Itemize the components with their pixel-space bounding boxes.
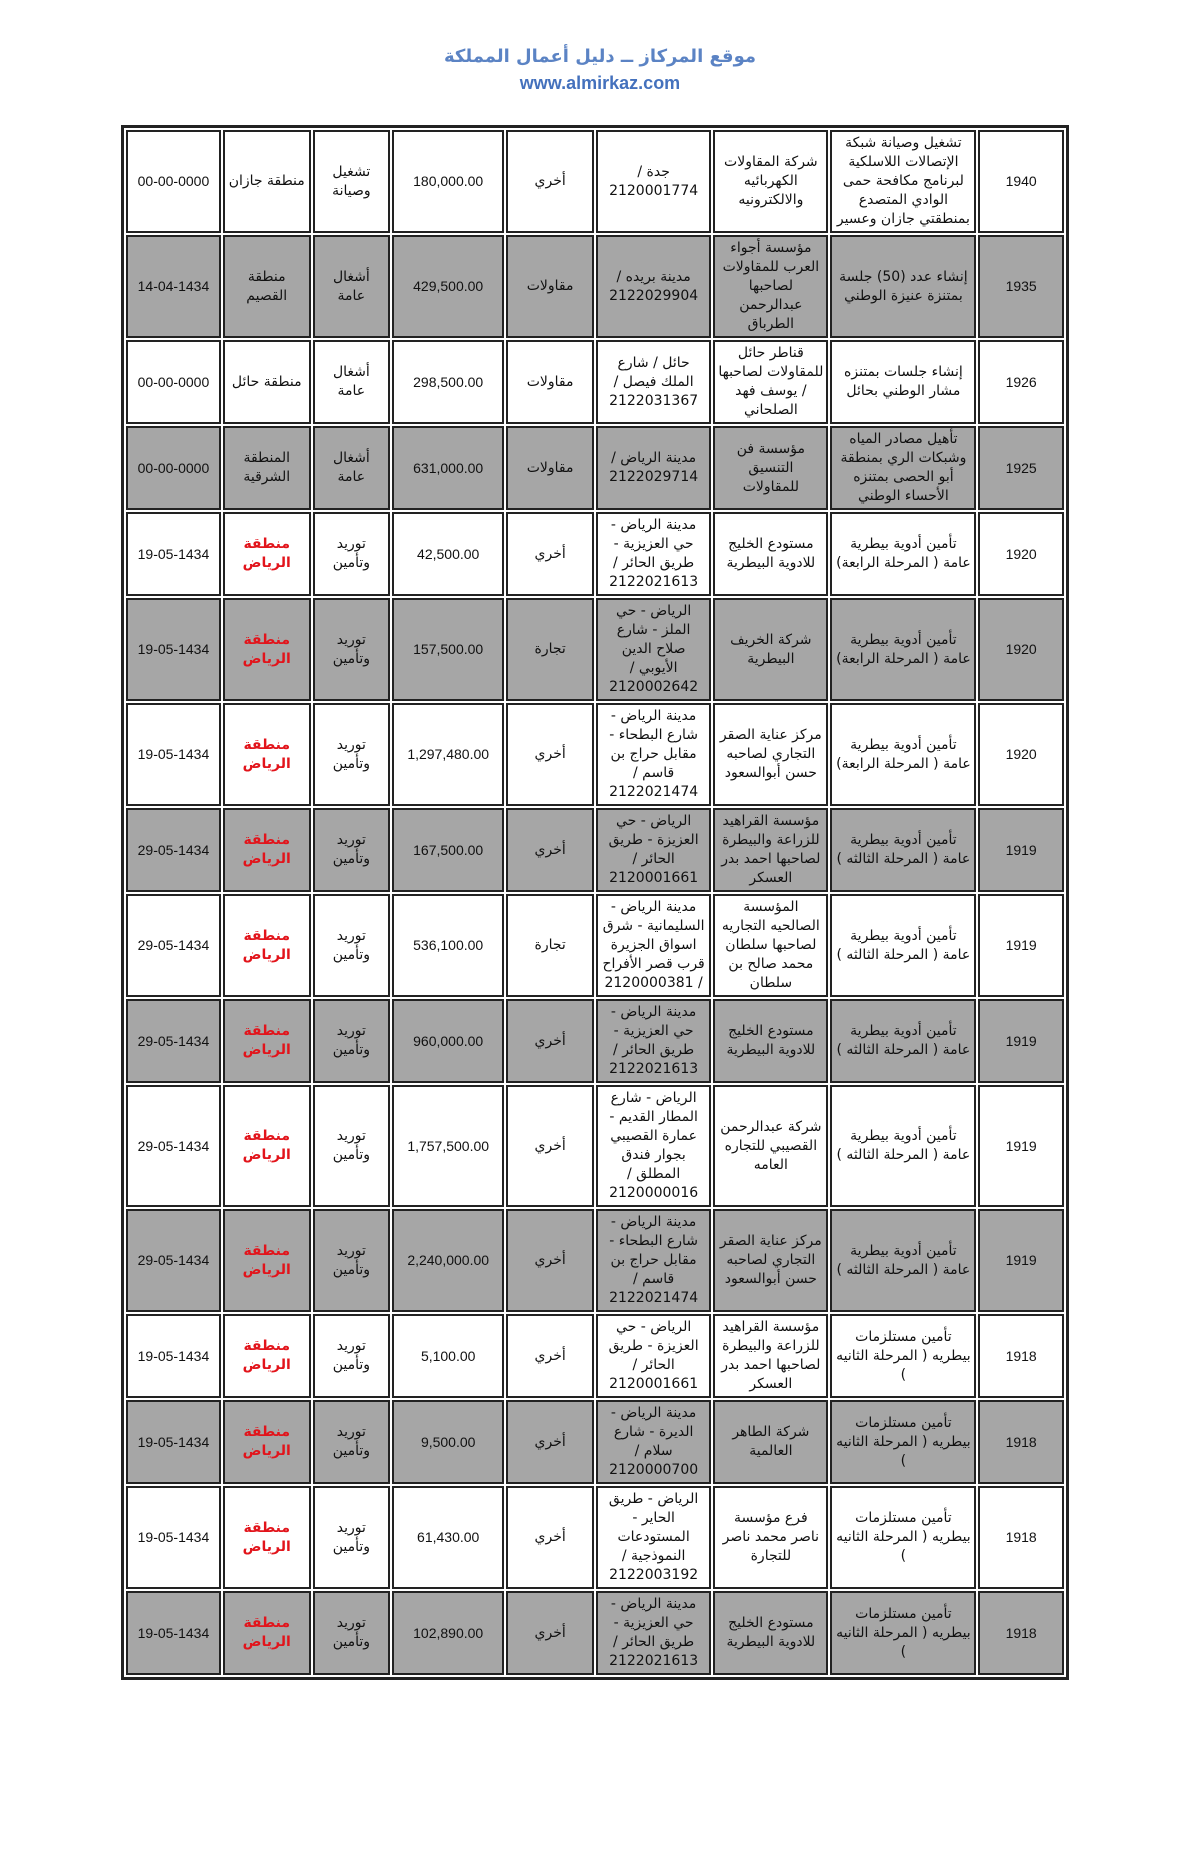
table-row: [126, 512, 1064, 596]
table-cell-description: تأمين مستلزمات بيطريه ( المرحلة الثانيه ): [830, 1400, 976, 1484]
table-cell-address: مدينة بريده / 2122029904: [596, 235, 711, 338]
table-cell-type: أخري: [506, 703, 594, 806]
table-cell-date: 19-05-1434: [126, 1591, 221, 1675]
table-cell-type: مقاولات: [506, 340, 594, 424]
table-cell-description: إنشاء عدد (50) جلسة بمتنزة عنيزة الوطني: [830, 235, 976, 338]
table-cell-company: شركة الطاهر العالمية: [713, 1400, 828, 1484]
table-cell-region: منطقة الرياض: [223, 598, 311, 701]
table-cell-region: منطقة حائل: [223, 340, 311, 424]
table-cell-amount: 960,000.00: [392, 999, 504, 1083]
table-cell-amount: 167,500.00: [392, 808, 504, 892]
table-cell-company: مركز عناية الصقر التجاري لصاحبه حسن أبوالسعود: [713, 1209, 828, 1312]
table-cell-amount: 2,240,000.00: [392, 1209, 504, 1312]
table-cell-date: 19-05-1434: [126, 512, 221, 596]
table-row: [126, 808, 1064, 892]
table-row: [126, 598, 1064, 701]
table-cell-type: أخري: [506, 1314, 594, 1398]
table-cell-activity: توريد وتأمين: [313, 894, 391, 997]
table-cell-date: 29-05-1434: [126, 1209, 221, 1312]
table-row: [126, 1209, 1064, 1312]
table-cell-number: 1918: [978, 1591, 1064, 1675]
table-cell-activity: أشغال عامة: [313, 426, 391, 510]
table-cell-region: منطقة الرياض: [223, 808, 311, 892]
table-cell-date: 19-05-1434: [126, 1314, 221, 1398]
table-cell-number: 1918: [978, 1314, 1064, 1398]
table-cell-amount: 429,500.00: [392, 235, 504, 338]
table-cell-company: المؤسسة الصالحيه التجاريه لصاحبها سلطان محمد صالح بن سلطان: [713, 894, 828, 997]
table-cell-activity: توريد وتأمين: [313, 1591, 391, 1675]
table-cell-activity: توريد وتأمين: [313, 1486, 391, 1589]
table-cell-amount: 1,297,480.00: [392, 703, 504, 806]
table-cell-region: منطقة الرياض: [223, 512, 311, 596]
table-cell-type: تجارة: [506, 894, 594, 997]
table-cell-address: جدة / 2120001774: [596, 130, 711, 233]
table-cell-amount: 42,500.00: [392, 512, 504, 596]
table-cell-company: مؤسسة القراهيد للزراعة والبيطرة لصاحبها احمد بدر العسكر: [713, 1314, 828, 1398]
table-cell-date: 19-05-1434: [126, 1400, 221, 1484]
table-cell-number: 1926: [978, 340, 1064, 424]
table-cell-address: مدينة الرياض - حي العزيزية - طريق الحائر / 2122021613: [596, 999, 711, 1083]
table-cell-type: تجارة: [506, 598, 594, 701]
table-cell-number: 1920: [978, 703, 1064, 806]
table-cell-number: 1919: [978, 1209, 1064, 1312]
site-title: موقع المركاز ــ دليل أعمال المملكة: [443, 46, 757, 67]
table-cell-amount: 9,500.00: [392, 1400, 504, 1484]
table-cell-type: أخري: [506, 130, 594, 233]
table-row: [126, 1591, 1064, 1675]
table-cell-address: الرياض - حي الملز - شارع صلاح الدين الأيوبي / 2120002642: [596, 598, 711, 701]
table-cell-type: مقاولات: [506, 426, 594, 510]
table-cell-description: تشغيل وصيانة شبكة الإتصالات اللاسلكية لبرنامج مكافحة حمى الوادي المتصدع بمنطقتي جازان وعسير: [830, 130, 976, 233]
table-cell-date: 00-00-0000: [126, 340, 221, 424]
table-cell-company: مركز عناية الصقر التجاري لصاحبه حسن أبوالسعود: [713, 703, 828, 806]
table-cell-amount: 536,100.00: [392, 894, 504, 997]
table-cell-company: شركة عبدالرحمن القصيبي للتجاره العامه: [713, 1085, 828, 1207]
table-cell-activity: أشغال عامة: [313, 340, 391, 424]
table-cell-description: تأمين أدوية بيطرية عامة ( المرحلة الثالثه ): [830, 894, 976, 997]
table-cell-amount: 157,500.00: [392, 598, 504, 701]
table-cell-number: 1918: [978, 1400, 1064, 1484]
table-row: [126, 1486, 1064, 1589]
table-cell-address: مدينة الرياض - حي العزيزية - طريق الحائر / 2122021613: [596, 1591, 711, 1675]
table-cell-date: 29-05-1434: [126, 808, 221, 892]
tenders-table: [124, 128, 1066, 1677]
table-cell-description: إنشاء جلسات بمتنزه مشار الوطني بحائل: [830, 340, 976, 424]
table-cell-description: تأمين أدوية بيطرية عامة ( المرحلة الرابعة): [830, 512, 976, 596]
page-header: [0, 44, 1200, 96]
table-cell-number: 1919: [978, 1085, 1064, 1207]
table-cell-date: 29-05-1434: [126, 999, 221, 1083]
table-cell-description: تأمين مستلزمات بيطريه ( المرحلة الثانيه ): [830, 1591, 976, 1675]
table-cell-number: 1919: [978, 808, 1064, 892]
table-cell-company: مؤسسة القراهيد للزراعة والبيطرة لصاحبها احمد بدر العسكر: [713, 808, 828, 892]
table-cell-activity: أشغال عامة: [313, 235, 391, 338]
table-cell-number: 1919: [978, 999, 1064, 1083]
table-cell-date: 19-05-1434: [126, 703, 221, 806]
table-cell-region: منطقة الرياض: [223, 1314, 311, 1398]
table-cell-date: 29-05-1434: [126, 1085, 221, 1207]
table-cell-description: تأهيل مصادر المياه وشبكات الري بمنطقة أبو الحصى بمتنزه الأحساء الوطني: [830, 426, 976, 510]
table-cell-description: تأمين أدوية بيطرية عامة ( المرحلة الثالثه ): [830, 808, 976, 892]
table-cell-activity: توريد وتأمين: [313, 703, 391, 806]
table-row: [126, 1400, 1064, 1484]
table-cell-type: أخري: [506, 1591, 594, 1675]
table-row: [126, 235, 1064, 338]
table-cell-activity: توريد وتأمين: [313, 999, 391, 1083]
table-cell-address: مدينة الرياض - الديرة - شارع سلام / 2120000700: [596, 1400, 711, 1484]
table-cell-type: أخري: [506, 999, 594, 1083]
table-cell-activity: توريد وتأمين: [313, 1085, 391, 1207]
table-cell-number: 1920: [978, 512, 1064, 596]
table-cell-description: تأمين مستلزمات بيطريه ( المرحلة الثانيه ): [830, 1314, 976, 1398]
table-row: [126, 1085, 1064, 1207]
table-cell-amount: 298,500.00: [392, 340, 504, 424]
table-cell-number: 1920: [978, 598, 1064, 701]
table-cell-number: 1935: [978, 235, 1064, 338]
table-cell-company: شركة الخريف البيطرية: [713, 598, 828, 701]
table-cell-address: مدينة الرياض - شارع البطحاء - مقابل حراج بن قاسم / 2122021474: [596, 1209, 711, 1312]
table-cell-description: تأمين أدوية بيطرية عامة ( المرحلة الثالثه ): [830, 1085, 976, 1207]
table-cell-amount: 1,757,500.00: [392, 1085, 504, 1207]
table-cell-number: 1940: [978, 130, 1064, 233]
table-cell-region: منطقة الرياض: [223, 1486, 311, 1589]
table-cell-type: أخري: [506, 1400, 594, 1484]
table-cell-address: مدينة الرياض - السليمانية - شرق اسواق الجزيرة قرب قصر الأفراح / 2120000381: [596, 894, 711, 997]
table-cell-region: منطقة الرياض: [223, 1400, 311, 1484]
tenders-table-wrapper: [121, 125, 1069, 1680]
table-cell-company: شركة المقاولات الكهربائيه والالكترونيه: [713, 130, 828, 233]
table-row: [126, 894, 1064, 997]
table-cell-region: المنطقة الشرقية: [223, 426, 311, 510]
table-cell-company: مؤسسة فن التنسيق للمقاولات: [713, 426, 828, 510]
table-cell-activity: توريد وتأمين: [313, 1209, 391, 1312]
table-cell-type: مقاولات: [506, 235, 594, 338]
table-cell-company: فرع مؤسسة ناصر محمد ناصر للتجارة: [713, 1486, 828, 1589]
table-cell-type: أخري: [506, 808, 594, 892]
table-cell-region: منطقة الرياض: [223, 894, 311, 997]
table-cell-amount: 631,000.00: [392, 426, 504, 510]
table-cell-address: الرياض - حي العزيزة - طريق الحائر / 2120001661: [596, 1314, 711, 1398]
table-row: [126, 340, 1064, 424]
table-cell-date: 19-05-1434: [126, 1486, 221, 1589]
table-cell-address: الرياض - حي العزيزة - طريق الحائر / 2120001661: [596, 808, 711, 892]
table-cell-description: تأمين أدوية بيطرية عامة ( المرحلة الثالثه ): [830, 1209, 976, 1312]
table-row: [126, 426, 1064, 510]
table-cell-activity: توريد وتأمين: [313, 512, 391, 596]
table-cell-description: تأمين أدوية بيطرية عامة ( المرحلة الرابعة): [830, 703, 976, 806]
table-cell-type: أخري: [506, 1085, 594, 1207]
table-cell-amount: 5,100.00: [392, 1314, 504, 1398]
table-cell-amount: 61,430.00: [392, 1486, 504, 1589]
table-cell-number: 1925: [978, 426, 1064, 510]
table-cell-activity: تشغيل وصيانة: [313, 130, 391, 233]
table-cell-activity: توريد وتأمين: [313, 808, 391, 892]
table-cell-date: 00-00-0000: [126, 130, 221, 233]
table-row: [126, 999, 1064, 1083]
table-cell-company: مستودع الخليج للادوية البيطرية: [713, 1591, 828, 1675]
table-cell-type: أخري: [506, 512, 594, 596]
table-cell-type: أخري: [506, 1486, 594, 1589]
table-cell-company: مستودع الخليج للادوية البيطرية: [713, 512, 828, 596]
table-cell-activity: توريد وتأمين: [313, 1400, 391, 1484]
table-cell-region: منطقة القصيم: [223, 235, 311, 338]
table-cell-address: مدينة الرياض - حي العزيزية - طريق الحائر / 2122021613: [596, 512, 711, 596]
table-cell-type: أخري: [506, 1209, 594, 1312]
table-cell-number: 1918: [978, 1486, 1064, 1589]
table-cell-activity: توريد وتأمين: [313, 598, 391, 701]
table-cell-region: منطقة الرياض: [223, 1209, 311, 1312]
table-cell-date: 14-04-1434: [126, 235, 221, 338]
table-cell-region: منطقة الرياض: [223, 703, 311, 806]
table-cell-address: الرياض - طريق الحاير - المستودعات النموذجية / 2122003192: [596, 1486, 711, 1589]
table-row: [126, 703, 1064, 806]
table-cell-address: مدينة الرياض - شارع البطحاء - مقابل حراج بن قاسم / 2122021474: [596, 703, 711, 806]
table-cell-description: تأمين أدوية بيطرية عامة ( المرحلة الرابعة): [830, 598, 976, 701]
table-cell-description: تأمين أدوية بيطرية عامة ( المرحلة الثالثه ): [830, 999, 976, 1083]
table-cell-region: منطقة الرياض: [223, 999, 311, 1083]
table-cell-date: 19-05-1434: [126, 598, 221, 701]
table-row: [126, 130, 1064, 233]
table-cell-date: 29-05-1434: [126, 894, 221, 997]
table-cell-amount: 102,890.00: [392, 1591, 504, 1675]
table-cell-region: منطقة الرياض: [223, 1085, 311, 1207]
table-cell-amount: 180,000.00: [392, 130, 504, 233]
table-cell-number: 1919: [978, 894, 1064, 997]
table-cell-company: قناطر حائل للمقاولات لصاحبها / يوسف فهد الصلحاني: [713, 340, 828, 424]
site-url[interactable]: www.almirkaz.com: [519, 73, 681, 93]
table-cell-address: الرياض - شارع المطار القديم - عمارة القصيبي بجوار فندق المطلق / 2120000016: [596, 1085, 711, 1207]
table-cell-activity: توريد وتأمين: [313, 1314, 391, 1398]
table-cell-date: 00-00-0000: [126, 426, 221, 510]
table-cell-company: مستودع الخليج للادوية البيطرية: [713, 999, 828, 1083]
table-cell-address: مدينة الرياض / 2122029714: [596, 426, 711, 510]
table-row: [126, 1314, 1064, 1398]
table-cell-region: منطقة الرياض: [223, 1591, 311, 1675]
table-cell-company: مؤسسة أجواء العرب للمقاولات لصاحبها عبدالرحمن الطرباق: [713, 235, 828, 338]
table-cell-region: منطقة جازان: [223, 130, 311, 233]
table-cell-description: تأمين مستلزمات بيطريه ( المرحلة الثانيه ): [830, 1486, 976, 1589]
table-body: [126, 130, 1064, 1675]
table-cell-address: حائل / شارع الملك فيصل / 2122031367: [596, 340, 711, 424]
